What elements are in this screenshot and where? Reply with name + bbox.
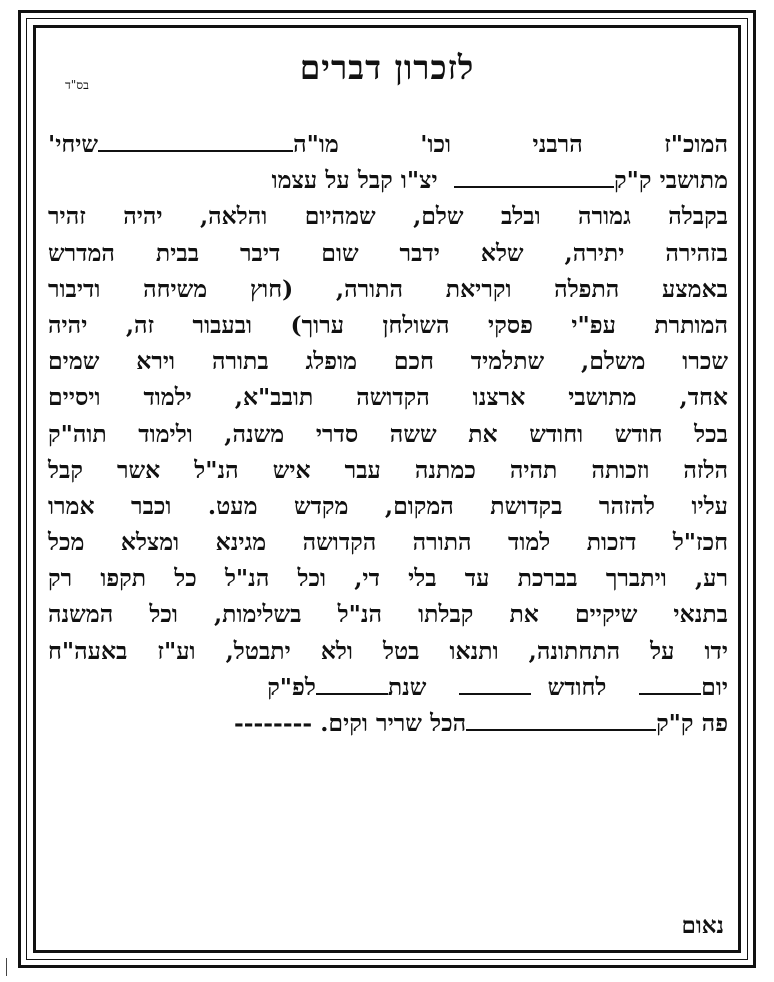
accepted-text: יצ"ו קבל על עצמו	[271, 166, 438, 195]
closing-text: הכל שריר וקים. --------	[234, 709, 467, 737]
place-blank[interactable]	[466, 707, 656, 731]
body-line-5: באמצע התפלה וקריאת התורה, (חוץ משיחה ודיבור	[48, 274, 728, 303]
body-line-16	[48, 669, 728, 705]
body-line-13: רע, ויתברך בברכת עד בלי די, וכל הנ"ל כל תקפו רק	[48, 564, 728, 593]
body-line-12: חכז"ל דזכות למוד התורה הקדושה מגינא ומצלא מכל	[48, 528, 728, 557]
body-line-15: ידו על התחתונה, ותנאו בטל ולא יתבטל, וע"ז באעה"ח	[48, 636, 728, 665]
day-label: יום	[701, 672, 728, 701]
body-line-2	[48, 162, 728, 198]
lfk-label: לפ"ק	[267, 672, 316, 701]
body-line-8: אחד, מתושבי ארצנו הקדושה תובב"א, ילמוד ויסיים	[48, 383, 728, 412]
signoff-label: נאום	[681, 912, 724, 939]
residents-text: מתושבי ק"ק	[614, 166, 728, 195]
year-label: שנת	[387, 672, 427, 701]
body-line-7: שכרו משלם, שתלמיד חכם מופלג בתורה וירא שמים	[48, 347, 728, 376]
body-line-4: בזהירה יתירה, שלא ידבר שום דיבר בבית המדרש	[48, 238, 728, 267]
document-body	[48, 126, 728, 741]
document-title: לזכרון דברים	[299, 48, 475, 87]
community-blank[interactable]	[454, 164, 614, 188]
month-blank[interactable]	[459, 671, 531, 695]
shichyeh-text: שיחי'	[48, 130, 99, 158]
month-label: לחודש	[547, 672, 607, 701]
year-blank[interactable]	[316, 671, 388, 695]
day-blank[interactable]	[639, 671, 701, 695]
body-line-10: הלזה וזכותה תהיה כמתנה עבר איש הנ"ל אשר קבל	[48, 455, 728, 484]
body-line-11: עליו להזהר בקדושת המקום, מקדש מעט. וכבר אמרו	[48, 491, 728, 520]
bsd-mark: בס"ד	[65, 78, 89, 92]
place-label: פה ק"ק	[656, 709, 728, 737]
body-line-17	[48, 705, 728, 741]
body-line-3: בקבלה גמורה ובלב שלם, שמהיום והלאה, יהיה זהיר	[48, 202, 728, 231]
body-line-6: המותרת עפ"י פסקי השולחן ערוך) ובעבור זה, יהיה	[48, 310, 728, 339]
name-blank[interactable]	[98, 128, 293, 152]
body-line-1	[48, 126, 728, 162]
honorific-text: המוכ"ז הרבני וכו' מו"ה	[293, 130, 728, 158]
body-line-9: בכל חודש וחודש את ששה סדרי משנה, ולימוד תוה"ק	[48, 419, 728, 448]
body-line-14: בתנאי שיקיים את קבלתו הנ"ל בשלימות, וכל המשנה	[48, 600, 728, 629]
